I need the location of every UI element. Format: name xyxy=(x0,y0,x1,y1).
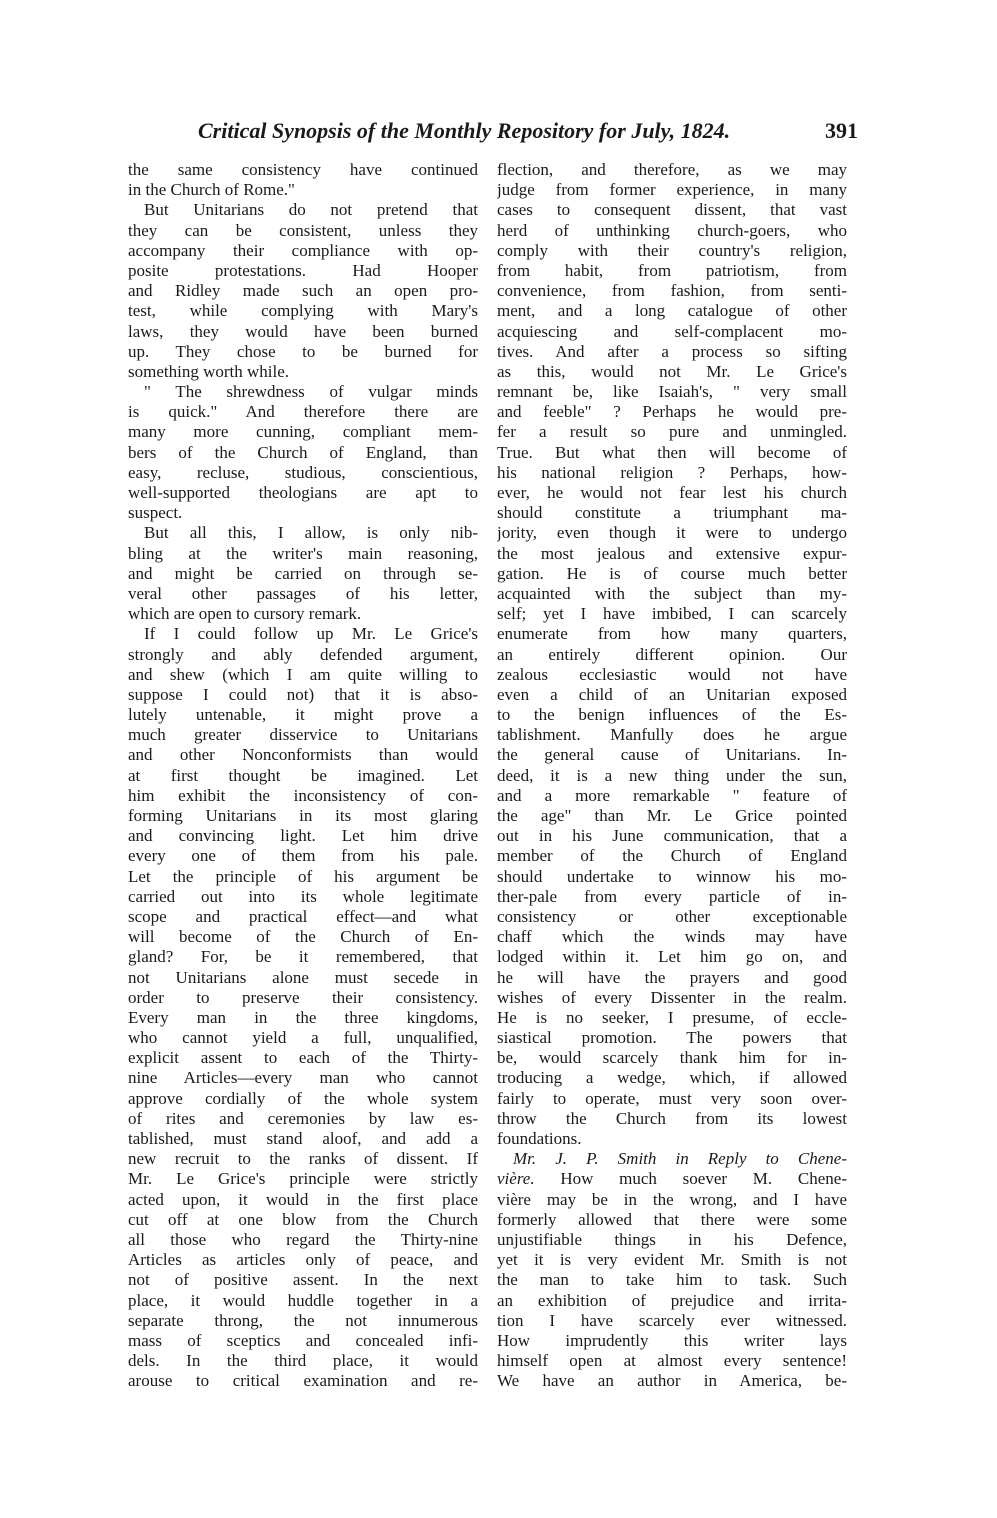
text-line: place, it would huddle together in a xyxy=(128,1290,478,1310)
italic-heading: vière. xyxy=(497,1169,535,1189)
text-line: even a child of an Unitarian exposed xyxy=(497,684,847,704)
text-line: remnant be, like Isaiah's, " very small xyxy=(497,382,847,402)
text-line: at first thought be imagined. Let xyxy=(128,765,478,785)
text-line: self; yet I have imbibed, I can scarcely xyxy=(497,604,847,624)
text-line: new recruit to the ranks of dissent. If xyxy=(128,1149,478,1169)
text-line: formerly allowed that there were some xyxy=(497,1209,847,1229)
text-line: But Unitarians do not pretend that xyxy=(144,200,478,220)
text-line: who cannot yield a full, unqualified, xyxy=(128,1028,478,1048)
text-line: ment, and a long catalogue of other xyxy=(497,301,847,321)
text-line: If I could follow up Mr. Le Grice's xyxy=(144,624,478,644)
text-line: unjustifiable things in his Defence, xyxy=(497,1229,847,1249)
text-line: and convincing light. Let him drive xyxy=(128,826,478,846)
text-line: tablished, must stand aloof, and add a xyxy=(128,1129,478,1148)
line-text: How much soever M. Chene- xyxy=(534,1169,847,1189)
text-line xyxy=(497,1149,847,1169)
text-line: should undertake to winnow his mo- xyxy=(497,866,847,886)
text-line: tablishment. Manfully does he argue xyxy=(497,725,847,745)
text-line: the age" than Mr. Le Grice pointed xyxy=(497,806,847,825)
text-line: acquiescing and self-complacent mo- xyxy=(497,321,847,341)
running-title: Critical Synopsis of the Monthly Repository for July, 1824. xyxy=(198,118,731,143)
text-line: easy, recluse, studious, conscientious, xyxy=(128,462,478,482)
text-line: they can be consistent, unless they xyxy=(128,220,478,240)
text-line: arouse to critical examination and re- xyxy=(128,1371,478,1391)
text-line: Mr. Le Grice's principle were strictly xyxy=(128,1169,478,1189)
text-line: forming Unitarians in its most glaring xyxy=(128,806,478,825)
italic-heading: Mr. J. P. Smith in Reply to Chene- xyxy=(513,1149,847,1169)
text-line: zealous ecclesiastic would not have xyxy=(497,664,847,684)
text-line: bers of the Church of England, than xyxy=(128,442,478,462)
text-line: tion I have scarcely ever witnessed. xyxy=(497,1310,847,1330)
text-line: suspect. xyxy=(128,503,183,523)
text-line: lutely untenable, it might prove a xyxy=(128,705,478,725)
text-line: gation. He is of course much better xyxy=(497,563,847,583)
text-line: is quick." And therefore there are xyxy=(128,402,478,422)
text-line: We have an author in America, be- xyxy=(497,1371,847,1391)
text-line xyxy=(497,1169,847,1189)
text-line: the same consistency have continued xyxy=(128,160,478,179)
text-line: all those who regard the Thirty-nine xyxy=(128,1229,478,1249)
text-line: yet it is very evident Mr. Smith is not xyxy=(497,1250,847,1270)
text-line: acted upon, it would in the first place xyxy=(128,1189,478,1209)
text-line: convenience, from fashion, from senti- xyxy=(497,281,847,301)
text-line: foundations. xyxy=(497,1129,582,1148)
text-line: gland? For, be it remembered, that xyxy=(128,947,478,967)
text-line: an exhibition of prejudice and irrita- xyxy=(497,1290,847,1310)
text-line: tives. And after a process so sifting xyxy=(497,341,847,361)
text-line: wishes of every Dissenter in the realm. xyxy=(497,987,847,1007)
text-line: well-supported theologians are apt to xyxy=(128,483,478,502)
text-line: cases to consequent dissent, that vast xyxy=(497,200,847,220)
text-line: posite protestations. Had Hooper xyxy=(128,260,478,280)
text-line: many more cunning, compliant mem- xyxy=(128,422,478,442)
text-line: accompany their compliance with op- xyxy=(128,240,478,260)
text-line: in the Church of Rome." xyxy=(128,180,295,200)
text-line: How imprudently this writer lays xyxy=(497,1330,847,1350)
text-line: But all this, I allow, is only nib- xyxy=(144,523,478,543)
text-line: separate throng, the not innumerous xyxy=(128,1310,478,1330)
text-line: siastical promotion. The powers that xyxy=(497,1028,847,1048)
text-line: throw the Church from its lowest xyxy=(497,1108,847,1128)
text-line: nine Articles—every man who cannot xyxy=(128,1068,478,1088)
left-column xyxy=(128,160,478,1391)
text-line: ther-pale from every particle of in- xyxy=(497,886,847,906)
text-line: approve cordially of the whole system xyxy=(128,1088,478,1108)
text-line: fairly to operate, must very soon over- xyxy=(497,1088,847,1108)
text-line: flection, and therefore, as we may xyxy=(497,160,847,179)
text-line: lodged within it. Let him go on, and xyxy=(497,947,847,967)
text-line: order to preserve their consistency. xyxy=(128,987,478,1007)
text-line: something worth while. xyxy=(128,361,290,381)
text-line: and a more remarkable " feature of xyxy=(497,785,847,805)
text-line: his national religion ? Perhaps, how- xyxy=(497,462,847,482)
text-line: of rites and ceremonies by law es- xyxy=(128,1108,478,1128)
text-line: Let the principle of his argument be xyxy=(128,866,478,886)
text-line: troducing a wedge, which, if allowed xyxy=(497,1068,847,1088)
text-line: jority, even though it were to undergo xyxy=(497,523,847,543)
text-line: and other Nonconformists than would xyxy=(128,745,478,765)
text-line: consistency or other exceptionable xyxy=(497,906,847,926)
text-line: out in his June communication, that a xyxy=(497,826,847,846)
text-line: veral other passages of his letter, xyxy=(128,583,478,603)
text-line: vière may be in the wrong, and I have xyxy=(497,1189,847,1209)
text-line: mass of sceptics and concealed infi- xyxy=(128,1330,478,1350)
text-line: every one of them from his pale. xyxy=(128,846,478,866)
text-line: cut off at one blow from the Church xyxy=(128,1209,478,1229)
text-line: Every man in the three kingdoms, xyxy=(128,1007,478,1027)
right-column xyxy=(497,160,847,1391)
text-line: " The shrewdness of vulgar minds xyxy=(144,382,478,402)
text-line: up. They chose to be burned for xyxy=(128,341,478,361)
text-line: bling at the writer's main reasoning, xyxy=(128,543,478,563)
text-line: himself open at almost every sentence! xyxy=(497,1351,847,1371)
running-head xyxy=(198,118,858,144)
text-line: judge from former experience, in many xyxy=(497,180,847,200)
text-line: not Unitarians alone must secede in xyxy=(128,967,478,987)
text-line: should constitute a triumphant ma- xyxy=(497,503,847,523)
text-line: will become of the Church of En- xyxy=(128,927,478,947)
text-line: an entirely different opinion. Our xyxy=(497,644,847,664)
text-line: explicit assent to each of the Thirty- xyxy=(128,1048,478,1068)
text-line: carried out into its whole legitimate xyxy=(128,886,478,906)
text-line: to the benign influences of the Es- xyxy=(497,705,847,725)
text-line: much greater disservice to Unitarians xyxy=(128,725,478,745)
text-line: be, would scarcely thank him for in- xyxy=(497,1048,847,1068)
text-line: enumerate from how many quarters, xyxy=(497,624,847,644)
text-line: strongly and ably defended argument, xyxy=(128,644,478,664)
text-line: which are open to cursory remark. xyxy=(128,604,362,624)
text-line: and might be carried on through se- xyxy=(128,563,478,583)
text-line: he will have the prayers and good xyxy=(497,967,847,987)
text-line: He is no seeker, I presume, of eccle- xyxy=(497,1007,847,1027)
text-line: the general cause of Unitarians. In- xyxy=(497,745,847,765)
text-line: the most jealous and extensive expur- xyxy=(497,543,847,563)
text-line: not of positive assent. In the next xyxy=(128,1270,478,1290)
page-number: 391 xyxy=(825,118,858,143)
text-line: ever, he would not fear lest his church xyxy=(497,483,847,502)
text-line: herd of unthinking church-goers, who xyxy=(497,220,847,240)
text-line: and shew (which I am quite willing to xyxy=(128,664,478,684)
text-line: suppose I could not) that it is abso- xyxy=(128,684,478,704)
text-line: and Ridley made such an open pro- xyxy=(128,281,478,301)
text-line: True. But what then will become of xyxy=(497,442,847,462)
text-line: him exhibit the inconsistency of con- xyxy=(128,785,478,805)
text-line: the man to take him to task. Such xyxy=(497,1270,847,1290)
text-line: dels. In the third place, it would xyxy=(128,1351,478,1371)
text-line: fer a result so pure and unmingled. xyxy=(497,422,847,442)
text-line: member of the Church of England xyxy=(497,846,847,866)
text-line: scope and practical effect—and what xyxy=(128,906,478,926)
text-line: comply with their country's religion, xyxy=(497,240,847,260)
text-line: chaff which the winds may have xyxy=(497,927,847,947)
text-line: deed, it is a new thing under the sun, xyxy=(497,765,847,785)
text-line: acquainted with the subject than my- xyxy=(497,583,847,603)
text-line: and feeble" ? Perhaps he would pre- xyxy=(497,402,847,422)
text-line: laws, they would have been burned xyxy=(128,321,478,341)
text-line: as this, would not Mr. Le Grice's xyxy=(497,361,847,381)
text-line: Articles as articles only of peace, and xyxy=(128,1250,478,1270)
text-line: test, while complying with Mary's xyxy=(128,301,478,321)
text-line: from habit, from patriotism, from xyxy=(497,260,847,280)
